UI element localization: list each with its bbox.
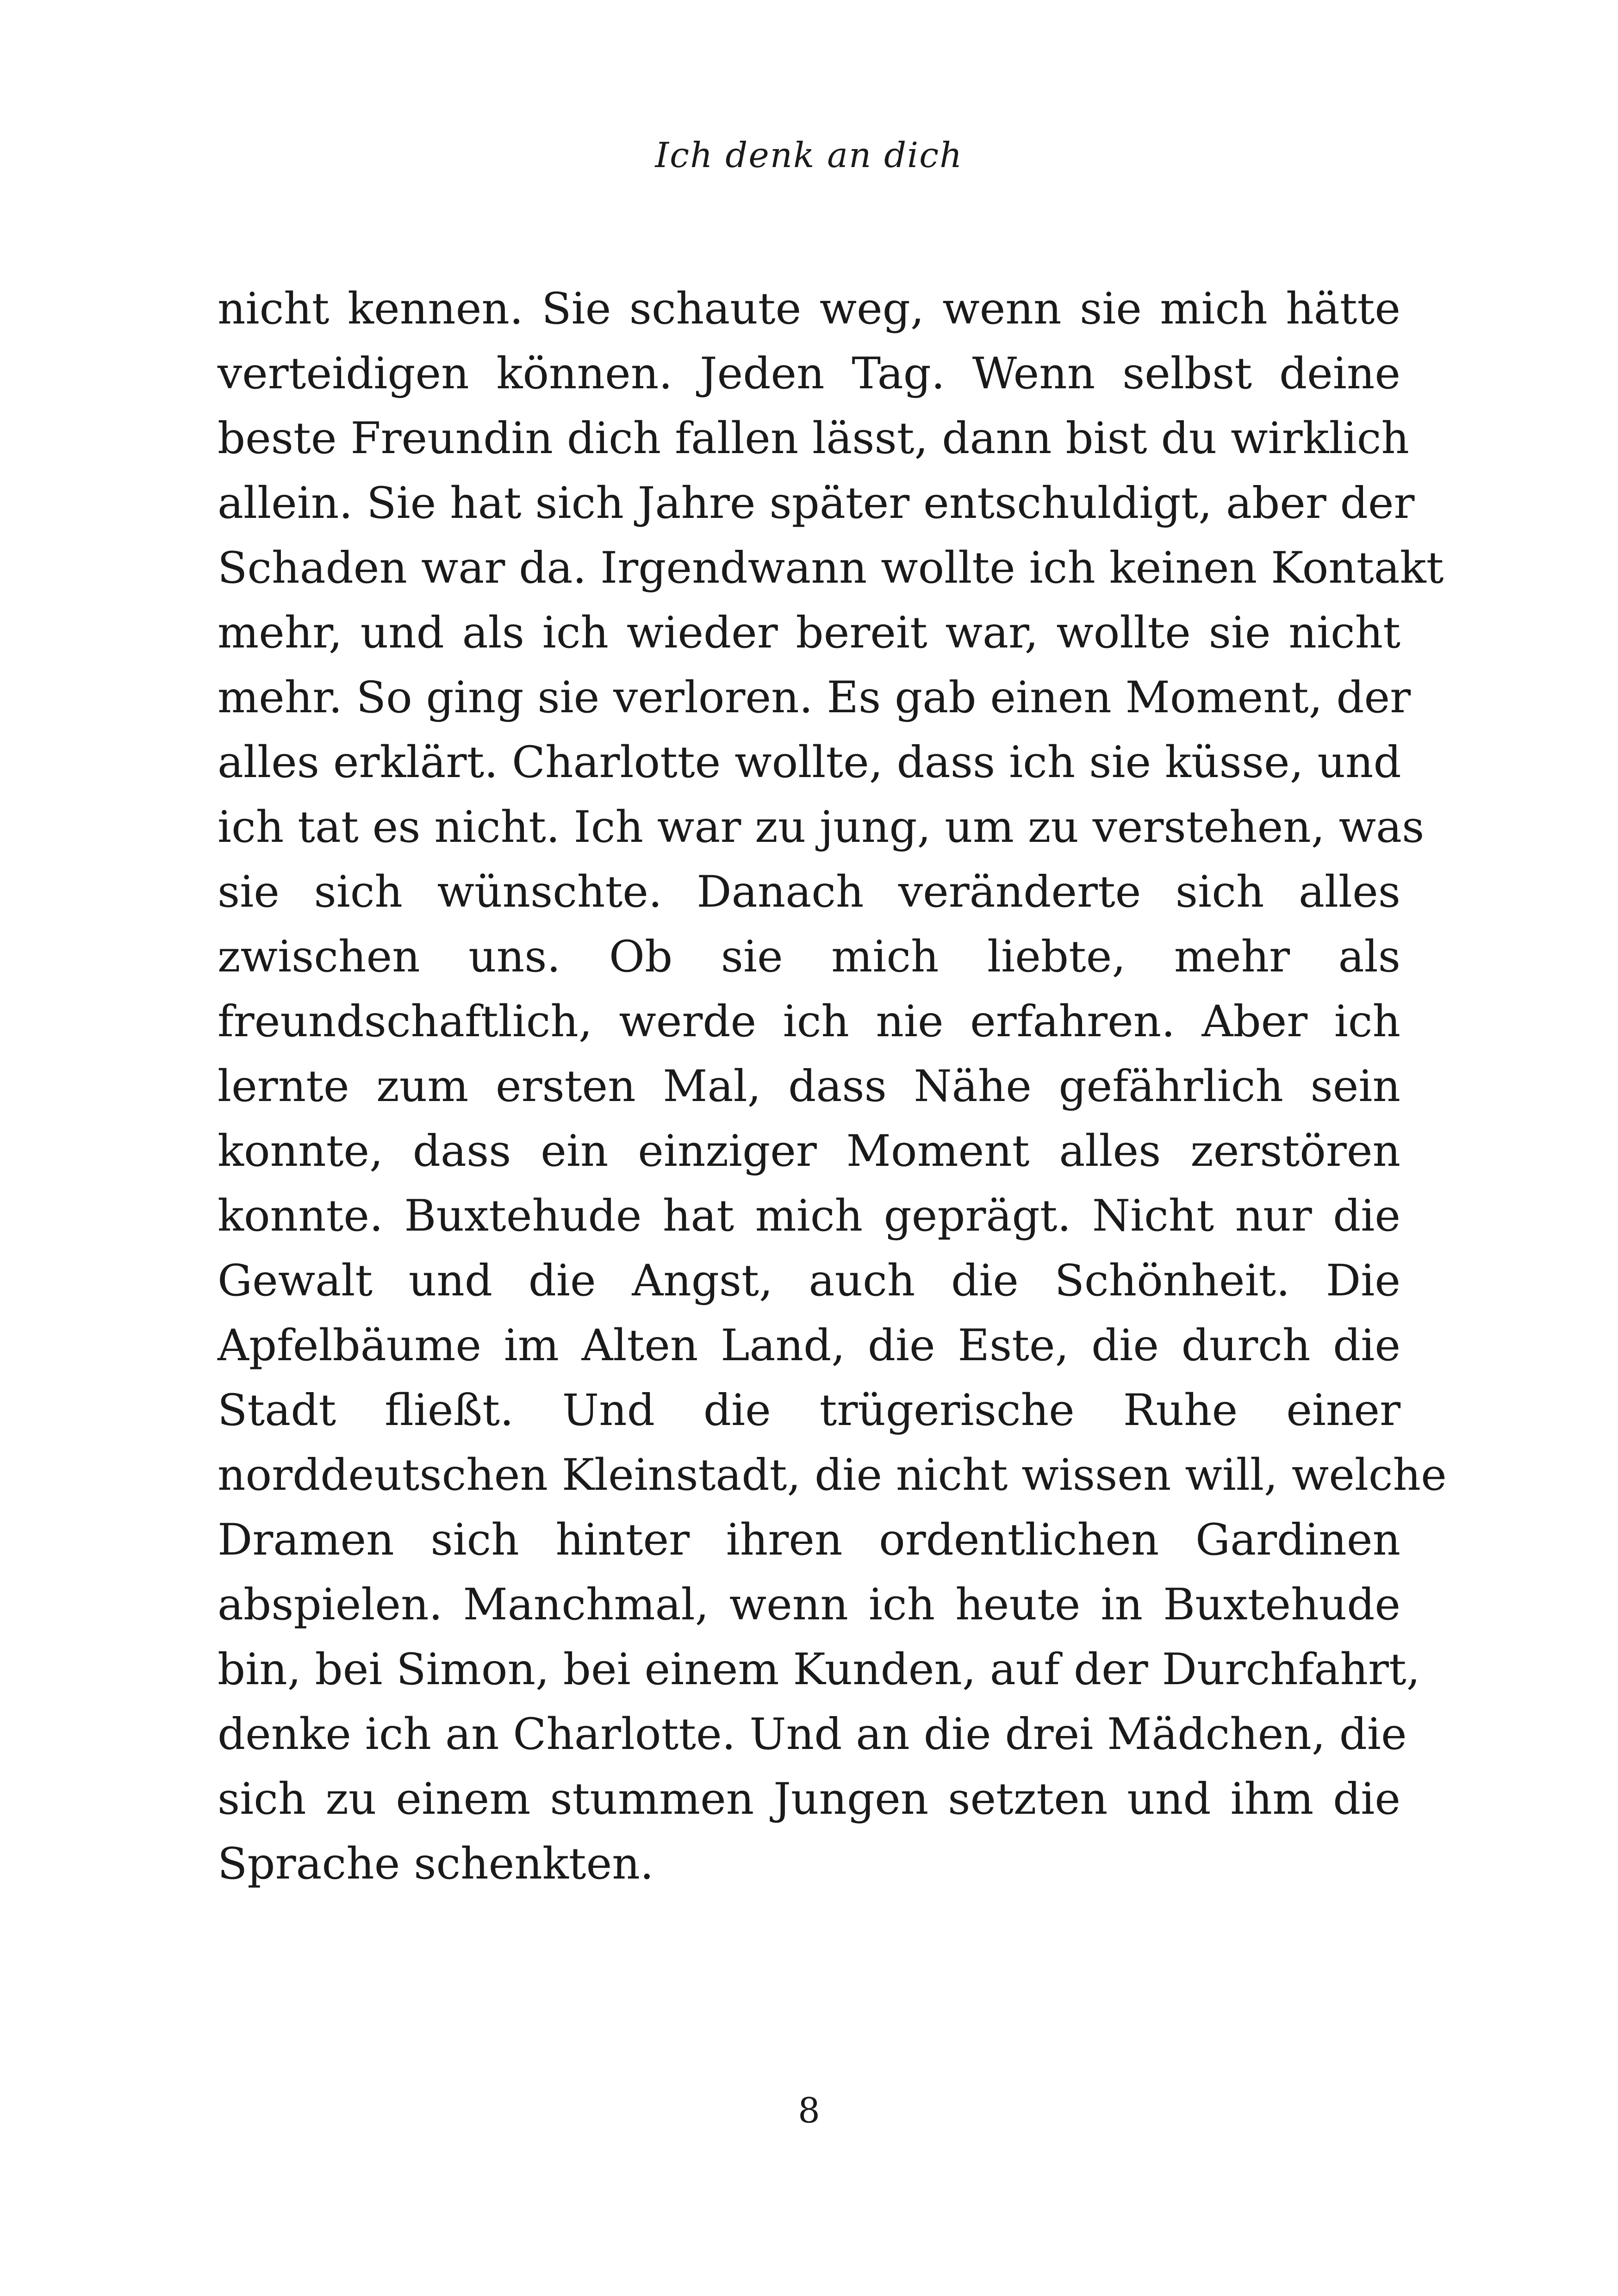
text-line: mehr. So ging sie verloren. Es gab einen Moment, der xyxy=(218,672,1411,723)
body-paragraph xyxy=(218,277,1447,1897)
text-line: sie sich wünschte. Danach veränderte sich alles xyxy=(218,867,1400,917)
text-line: beste Freundin dich fallen lässt, dann bist du wirklich xyxy=(218,413,1409,464)
page-number: 8 xyxy=(798,2090,820,2131)
text-line: Stadt fließt. Und die trügerische Ruhe einer xyxy=(218,1385,1400,1436)
text-line: allein. Sie hat sich Jahre später entschuldigt, aber der xyxy=(218,478,1415,529)
text-line: lernte zum ersten Mal, dass Nähe gefährlich sein xyxy=(218,1061,1400,1112)
text-line: freundschaftlich, werde ich nie erfahren. Aber ich xyxy=(218,996,1400,1047)
text-line: nicht kennen. Sie schaute weg, wenn sie mich hätte xyxy=(218,284,1400,334)
text-line: abspielen. Manchmal, wenn ich heute in Buxtehude xyxy=(218,1580,1400,1630)
text-line: konnte, dass ein einziger Moment alles zerstören xyxy=(218,1126,1400,1176)
text-line: Gewalt und die Angst, auch die Schönheit. Die xyxy=(218,1256,1400,1306)
text-line: bin, bei Simon, bei einem Kunden, auf der Durchfahrt, xyxy=(218,1644,1420,1695)
text-line: Schaden war da. Irgendwann wollte ich keinen Kontakt xyxy=(218,543,1444,593)
text-line: Apfelbäume im Alten Land, die Este, die durch die xyxy=(218,1320,1400,1371)
text-line: denke ich an Charlotte. Und an die drei Mädchen, die xyxy=(218,1709,1407,1760)
text-line: norddeutschen Kleinstadt, die nicht wissen will, welche xyxy=(218,1450,1447,1500)
text-line: alles erklärt. Charlotte wollte, dass ich sie küsse, und xyxy=(218,737,1401,788)
text-line: verteidigen können. Jeden Tag. Wenn selbst deine xyxy=(218,348,1400,399)
text-line: zwischen uns. Ob sie mich liebte, mehr als xyxy=(218,932,1400,982)
text-line: Dramen sich hinter ihren ordentlichen Gardinen xyxy=(218,1515,1400,1565)
running-header: Ich denk an dich xyxy=(655,135,963,175)
text-line: ich tat es nicht. Ich war zu jung, um zu verstehen, was xyxy=(218,802,1425,852)
text-line: mehr, und als ich wieder bereit war, wollte sie nicht xyxy=(218,608,1400,658)
text-line: konnte. Buxtehude hat mich geprägt. Nicht nur die xyxy=(218,1191,1400,1241)
text-line-last: Sprache schenkten. xyxy=(218,1839,654,1889)
text-line: sich zu einem stummen Jungen setzten und ihm die xyxy=(218,1774,1400,1824)
